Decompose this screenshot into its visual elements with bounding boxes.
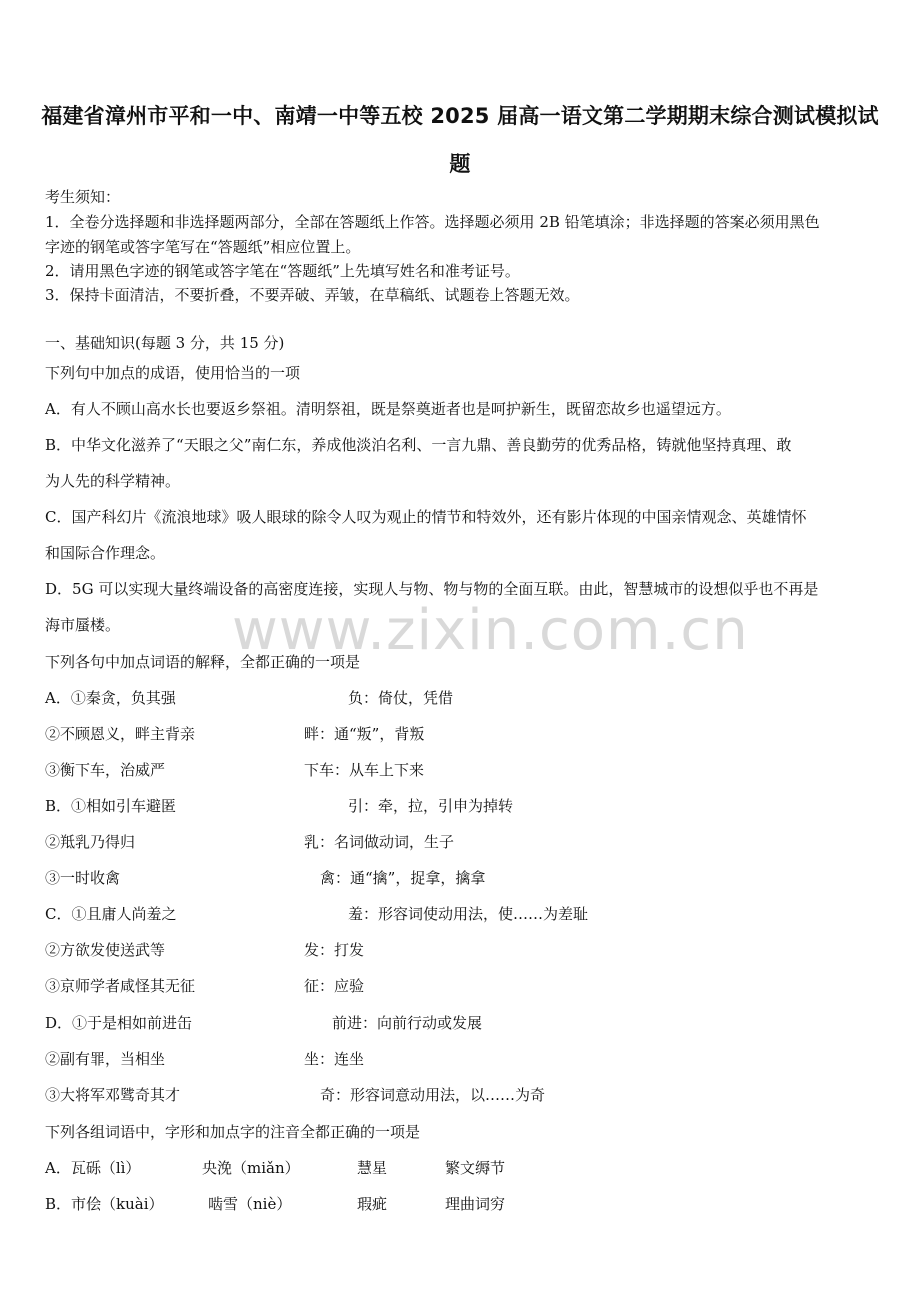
q2-row-right: 前进：向前行动或发展 [332, 1014, 483, 1032]
q2-row [45, 867, 877, 888]
q2-row-right: 坐：连坐 [304, 1050, 365, 1068]
q2-row-left: B．①相如引车避匿 [45, 797, 177, 815]
q2-row-left: D．①于是相如前进缶 [45, 1014, 193, 1032]
notice-item-2: 2．请用黑色字迹的钢笔或答字笔在“答题纸”上先填写姓名和准考证号。 [45, 262, 520, 280]
q3-cell: A．瓦砾（lì） [45, 1159, 141, 1177]
q2-row-right: 征：应验 [304, 977, 365, 995]
q2-row [45, 1048, 877, 1069]
q2-row [45, 903, 877, 924]
q2-row-right: 下车：从车上下来 [304, 761, 425, 779]
section-heading: 一、基础知识(每题 3 分，共 15 分) [45, 334, 285, 352]
q2-row [45, 1084, 877, 1105]
q2-row-left: ③一时收禽 [45, 869, 121, 887]
q3-cell: 理曲词穷 [445, 1195, 506, 1213]
q1-option-c-line1: C．国产科幻片《流浪地球》吸人眼球的除令人叹为观止的情节和特效外，还有影片体现的中国亲情观念、英雄情怀 [45, 508, 807, 526]
q3-cell: 央浼（miǎn） [202, 1159, 300, 1177]
q2-row-right: 羞：形容词使动用法，使……为差耻 [348, 905, 589, 923]
q2-row [45, 759, 877, 780]
q3-cell: 啮雪（niè） [208, 1195, 292, 1213]
q1-option-d-line2: 海市蜃楼。 [45, 616, 121, 634]
watermark: www.zixin.com.cn [232, 598, 749, 663]
q1-option-b-line2: 为人先的科学精神。 [45, 472, 181, 490]
q3-cell: 繁文缛节 [445, 1159, 506, 1177]
q2-row-right: 负：倚仗，凭借 [348, 689, 454, 707]
q3-stem: 下列各组词语中，字形和加点字的注音全都正确的一项是 [45, 1123, 421, 1141]
q2-row [45, 939, 877, 960]
q2-row-left: ②羝乳乃得归 [45, 833, 136, 851]
q2-row-right: 发：打发 [304, 941, 365, 959]
q2-row [45, 975, 877, 996]
q2-row-left: A．①秦贪，负其强 [45, 689, 176, 707]
q2-row [45, 723, 877, 744]
q2-row-left: ②不顾恩义，畔主背亲 [45, 725, 196, 743]
q2-row [45, 687, 877, 708]
notice-heading: 考生须知： [45, 188, 121, 206]
page-title: 福建省漳州市平和一中、南靖一中等五校 2025 届高一语文第二学期期末综合测试模拟试题 [41, 104, 879, 176]
q2-row-left: ②方欲发使送武等 [45, 941, 166, 959]
q1-option-a: A．有人不顾山高水长也要返乡祭祖。清明祭祖，既是祭奠逝者也是呵护新生，既留恋故乡也遥望远方。 [45, 400, 731, 418]
q2-row-left: ③衡下车，治威严 [45, 761, 166, 779]
q3-cell: 瑕疵 [357, 1195, 388, 1213]
q2-row-right: 禽：通“擒”，捉拿，擒拿 [320, 869, 486, 887]
q2-row [45, 1012, 877, 1033]
q2-row-left: ②副有罪，当相坐 [45, 1050, 166, 1068]
notice-item-1a: 1．全卷分选择题和非选择题两部分，全部在答题纸上作答。选择题必须用 2B 铅笔填涂；非选择题的答案必须用黑色 [45, 213, 820, 231]
q2-row-left: C．①且庸人尚羞之 [45, 905, 177, 923]
q2-stem: 下列各句中加点词语的解释，全都正确的一项是 [45, 653, 361, 671]
q1-option-c-line2: 和国际合作理念。 [45, 544, 166, 562]
q2-row-right: 引：牵，拉，引申为掉转 [348, 797, 514, 815]
q2-row [45, 831, 877, 852]
q2-row-right: 奇：形容词意动用法，以……为奇 [320, 1086, 546, 1104]
notice-item-3: 3．保持卡面清洁，不要折叠，不要弄破、弄皱，在草稿纸、试题卷上答题无效。 [45, 286, 580, 304]
q2-row-left: ③京师学者咸怪其无征 [45, 977, 196, 995]
notice-item-1b: 字迹的钢笔或答字笔写在“答题纸”相应位置上。 [45, 238, 361, 256]
q1-stem: 下列句中加点的成语，使用恰当的一项 [45, 364, 301, 382]
q1-option-b-line1: B．中华文化滋养了“天眼之父”南仁东，养成他淡泊名利、一言九鼎、善良勤劳的优秀品格，铸就他坚持真理、敢 [45, 436, 792, 454]
q2-row-right: 畔：通“叛”，背叛 [304, 725, 425, 743]
q2-row [45, 795, 877, 816]
q3-cell: B．市侩（kuài） [45, 1195, 164, 1213]
q2-row-left: ③大将军邓骘奇其才 [45, 1086, 181, 1104]
q1-option-d-line1: D．5G 可以实现大量终端设备的高密度连接，实现人与物、物与物的全面互联。由此，智慧城市的设想似乎也不再是 [45, 580, 819, 598]
q3-cell: 慧星 [357, 1159, 388, 1177]
q2-row-right: 乳：名词做动词，生子 [304, 833, 455, 851]
